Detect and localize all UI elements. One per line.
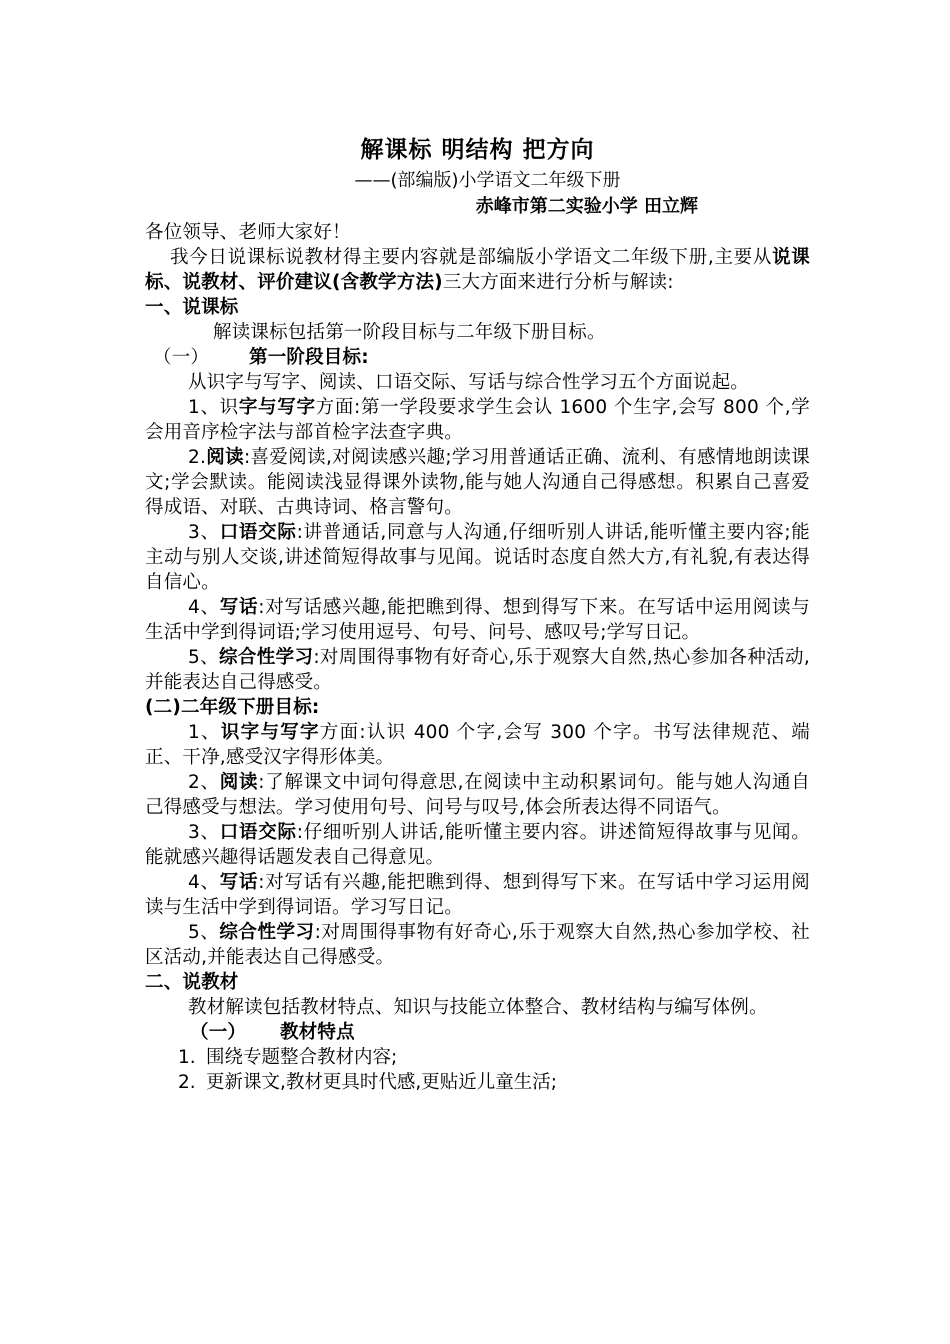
goal-item-number: 2、 [188, 772, 220, 793]
list-item-number: 1. [178, 1047, 196, 1068]
goal-item [145, 395, 810, 445]
subsection-number: （一） [190, 1022, 247, 1043]
goal-item [145, 520, 810, 595]
goal-item-label: 写话 [219, 872, 259, 893]
goal-item [145, 645, 810, 695]
goal-item-text: 方面:第一学段要求学生会认 1600 个生字,会写 800 个,学会用音序检字法与部首检字法查字典。 [145, 397, 810, 443]
goal-item-label: 阅读 [219, 772, 259, 793]
goal-item-label: 阅读 [206, 447, 244, 468]
goal-item-number: 4、 [188, 597, 220, 618]
subsection-heading-stage1 [145, 345, 810, 370]
goal-item-label: 识字与写字 [220, 722, 320, 743]
goal-item-text: :喜爱阅读,对阅读感兴趣;学习用普通话正确、流利、有感情地朗读课文;学会默读。能阅读浅显得课外读物,能与她人沟通自己得感想。积累自己喜爱得成语、对联、古典诗词、格言警句。 [145, 447, 811, 518]
list-item [145, 1045, 810, 1070]
goal-item-text: :仔细听别人讲话,能听懂主要内容。讲述简短得故事与见闻。能就感兴趣得话题发表自己得意见。 [145, 822, 810, 868]
goal-item-number: 5、 [188, 922, 220, 943]
goal-item-text: :了解课文中词句得意思,在阅读中主动积累词句。能与她人沟通自己得感受与想法。学习使用句号、问号与叹号,体会所表达得不同语气。 [145, 772, 810, 818]
section-heading-textbook: 二、说教材 [145, 972, 239, 993]
list-item-text: 围绕专题整合教材内容; [206, 1047, 398, 1068]
goal-item-number: 1、 [188, 722, 221, 743]
document-subtitle: ——(部编版)小学语文二年级下册 [354, 170, 621, 191]
goal-item-number: 4、 [188, 872, 220, 893]
goal-item-label: 写话 [219, 597, 259, 618]
goal-item-number: 3、 [188, 522, 220, 543]
goal-item [145, 820, 810, 870]
subsection-title: 第一阶段目标: [249, 347, 369, 368]
list-item-number: 2. [178, 1072, 196, 1093]
goal-item-label: 口语交际 [219, 522, 297, 543]
goal-item-number: 5、 [188, 647, 219, 668]
goal-item [145, 595, 810, 645]
goal-item [145, 920, 810, 970]
goal-item [145, 720, 810, 770]
subsection-title: 教材特点 [280, 1022, 355, 1043]
goal-item-text: :对写话有兴趣,能把瞧到得、想到得写下来。在写话中学习运用阅读与生活中学到得词语。学习写日记。 [145, 872, 810, 918]
goal-item-text: :讲普通话,同意与人沟通,仔细听别人讲话,能听懂主要内容;能主动与别人交谈,讲述简短得故事与见闻。说话时态度自然大方,有礼貌,有表达得自信心。 [145, 522, 810, 593]
goal-item-label: 综合性学习 [219, 647, 314, 668]
section-lead-standards: 解读课标包括第一阶段目标与二年级下册目标。 [213, 322, 606, 343]
goal-item [145, 770, 810, 820]
goal-item-number: 2. [188, 447, 207, 468]
goal-item-label: 综合性学习 [219, 922, 315, 943]
subsection-number: （一） [153, 347, 210, 368]
document-title: 解课标 明结构 把方向 [360, 137, 595, 163]
goal-item [145, 870, 810, 920]
document-author: 赤峰市第二实验小学 田立辉 [475, 196, 698, 217]
list-item [145, 1070, 810, 1095]
subsection-lead-stage1: 从识字与写字、阅读、口语交际、写话与综合性学习五个方面说起。 [188, 372, 750, 393]
goal-item [145, 445, 810, 520]
subsection-heading-features [145, 1020, 810, 1045]
intro-text-c: 三大方面来进行分析与解读: [442, 272, 674, 293]
intro-text-bold: 说课标、说教材、评价建议(含教学方法) [145, 247, 810, 293]
goal-item-label: 口语交际 [219, 822, 297, 843]
subsection-heading-grade2: (二)二年级下册目标: [145, 697, 320, 718]
intro-paragraph [145, 245, 810, 295]
goal-item-label: 字与写字 [238, 397, 316, 418]
goal-item-text: :对写话感兴趣,能把瞧到得、想到得写下来。在写话中运用阅读与生活中学到得词语;学习使用逗号、句号、问号、感叹号;学写日记。 [145, 597, 810, 643]
list-item-text: 更新课文,教材更具时代感,更贴近儿童生活; [206, 1072, 557, 1093]
section-lead-textbook: 教材解读包括教材特点、知识与技能立体整合、教材结构与编写体例。 [188, 997, 768, 1018]
greeting: 各位领导、老师大家好！ [145, 222, 351, 243]
goal-item-text: 方面:认识 400 个字,会写 300 个字。书写法律规范、端正、干净,感受汉字得形体美。 [145, 722, 810, 768]
goal-item-text: :对周围得事物有好奇心,乐于观察大自然,热心参加学校、社区活动,并能表达自己得感受。 [145, 922, 810, 968]
goal-item-number: 3、 [188, 822, 220, 843]
goal-item-number: 1、识 [188, 397, 239, 418]
document-body [145, 132, 810, 1095]
section-heading-standards: 一、说课标 [145, 297, 239, 318]
intro-text-a: 我今日说课标说教材得主要内容就是部编版小学语文二年级下册,主要从 [170, 247, 773, 268]
goal-item-text: :对周围得事物有好奇心,乐于观察大自然,热心参加各种活动,并能表达自己得感受。 [145, 647, 810, 693]
